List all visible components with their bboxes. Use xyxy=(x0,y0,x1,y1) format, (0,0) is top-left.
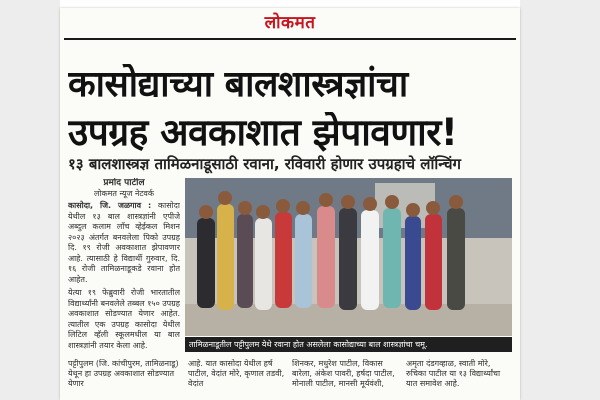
dateline: कासोदा, जि. जळगाव : xyxy=(68,201,152,210)
subheadline: १३ बालशास्त्रज्ञ तामिळनाडूसाठी रवाना, रविवारी होणार उपग्रहाचे लॉन्चिंग xyxy=(68,155,461,173)
article-paragraph xyxy=(68,201,180,285)
headline-line-2: उपग्रह अवकाशात झेपावणार! xyxy=(68,112,458,154)
paragraph-1-text: कासोदा येथील १३ बाल शास्त्रज्ञांनी एपीजे अब्दुल कलाम लॉंच व्हेईकल मिशन २०२३ अंतर्गत बनवलेला पिको उपग्रह दि. १९ रोजी अवकाशात झेपावणार आहे. त्यासाठी हे विद्यार्थी गुरुवार, दि. १६ रोजी तामिळनाडूकडे रवाना होत आहेत. xyxy=(68,201,180,284)
article-column-4: अमृता दंडगव्हाळ, स्वाती मोरे, रुचिका पाटील या १३ विद्यार्थ्यांचा यात समावेश आहे. xyxy=(406,359,501,388)
article-left-column xyxy=(68,178,180,358)
news-bureau: लोकमत न्यूज नेटवर्क xyxy=(93,188,155,198)
page-margin-right xyxy=(520,0,600,400)
article-column-2: आहे. यात कासोदा येथील हर्ष पाटील, वेदांत मोरे, कृणाल तडवी, वेदांत xyxy=(188,359,285,388)
newspaper-clipping xyxy=(60,8,520,400)
group-photo xyxy=(185,178,512,336)
article-column-1-bottom: पट्टीपुलम (जि. कांचीपुरम, तामिळनाडू) येथून हा उपग्रह अवकाशात सोडण्यात येणार xyxy=(68,359,179,388)
article-paragraph-2: येत्या १९ फेब्रुवारी रोजी भारतातील विद्यार्थ्यांनी बनवलेले तब्बल १५० उपग्रह अवकाशात सोडण्यात येणार आहेत. त्यातील एक उपग्रह कासोदा येथील लिटिल व्हॅली स्कूलमधील या बाल शास्त्रज्ञांनी तयार केला आहे. xyxy=(68,288,180,350)
group-photo-illustration xyxy=(185,178,512,336)
masthead-rule xyxy=(64,38,516,40)
page-margin-left xyxy=(0,0,60,400)
photo-caption: तामिळनाडूतील पट्टीपुलम येथे रवाना होत असलेला कासोद्याच्या बाल शास्त्रज्ञांचा चमू. xyxy=(185,337,512,352)
article-column-3: शिनकर, मधुरेश पाटील, विकास बारेला, अंकेश पावरी, हर्षदा पाटील, मोनाली पाटील, मानसी मूर्यवंशी, xyxy=(292,359,395,388)
masthead-logo: लोकमत xyxy=(264,13,316,33)
byline: प्रमोद पाटील xyxy=(103,178,145,188)
headline-line-1: कासोद्याच्या बालशास्त्रज्ञांचा xyxy=(68,64,408,105)
